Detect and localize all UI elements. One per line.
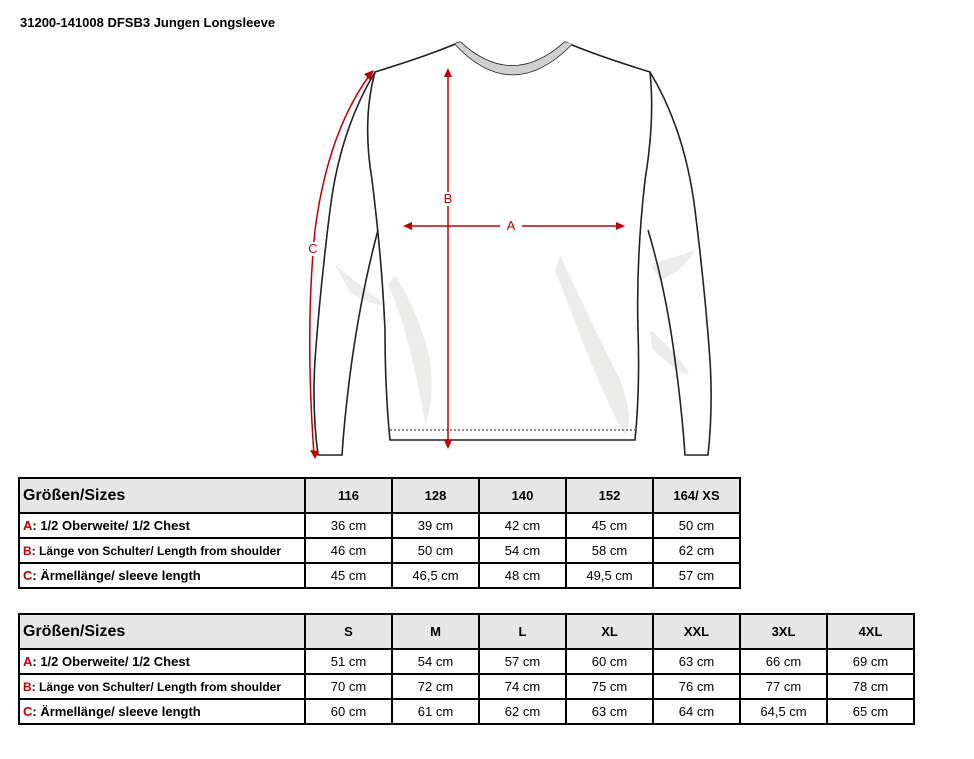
sleeve-label-text: : Ärmellänge/ sleeve length	[32, 568, 201, 583]
table-cell: 64 cm	[653, 699, 740, 724]
table-cell: 58 cm	[566, 538, 653, 563]
shirt-outline	[314, 42, 711, 455]
size-header: XL	[566, 614, 653, 649]
letter-c: C	[23, 704, 33, 719]
size-header: XXL	[653, 614, 740, 649]
table-cell: 50 cm	[653, 513, 740, 538]
table-cell: 46 cm	[305, 538, 392, 563]
table-cell: 57 cm	[479, 649, 566, 674]
letter-a: A	[23, 654, 33, 669]
measurement-arrows	[310, 72, 620, 455]
length-row-label	[19, 674, 305, 699]
table-cell: 39 cm	[392, 513, 479, 538]
kids-size-table	[18, 477, 741, 589]
length-label-text: : Länge von Schulter/ Length from shoulder	[31, 543, 282, 558]
letter-c: C	[23, 568, 33, 583]
measure-label-a: A	[506, 218, 516, 233]
table-row-chest	[19, 513, 740, 538]
table-cell: 60 cm	[566, 649, 653, 674]
size-header: 128	[392, 478, 479, 513]
table-cell: 78 cm	[827, 674, 914, 699]
chest-row-label	[19, 649, 305, 674]
length-label-text: : Länge von Schulter/ Length from shoulder	[31, 679, 282, 694]
table-cell: 46,5 cm	[392, 563, 479, 588]
chest-label-text: : 1/2 Oberweite/ 1/2 Chest	[32, 518, 190, 533]
table-cell: 54 cm	[392, 649, 479, 674]
table-cell: 77 cm	[740, 674, 827, 699]
table-cell: 75 cm	[566, 674, 653, 699]
longsleeve-diagram	[290, 30, 730, 470]
sleeve-row-label	[19, 563, 305, 588]
table-cell: 57 cm	[653, 563, 740, 588]
table-cell: 45 cm	[305, 563, 392, 588]
table-cell: 49,5 cm	[566, 563, 653, 588]
size-header: L	[479, 614, 566, 649]
table-cell: 51 cm	[305, 649, 392, 674]
collar-ribbing	[455, 42, 572, 75]
table-row-length	[19, 538, 740, 563]
size-header: M	[392, 614, 479, 649]
table-cell: 76 cm	[653, 674, 740, 699]
sizes-header: Größen/Sizes	[19, 614, 305, 649]
table-cell: 72 cm	[392, 674, 479, 699]
adult-size-table	[18, 613, 915, 725]
table-row-length	[19, 674, 914, 699]
size-header: 164/ XS	[653, 478, 740, 513]
table-cell: 63 cm	[653, 649, 740, 674]
table-cell: 66 cm	[740, 649, 827, 674]
table-cell: 70 cm	[305, 674, 392, 699]
table-cell: 42 cm	[479, 513, 566, 538]
measure-label-b: B	[443, 191, 453, 206]
table-cell: 63 cm	[566, 699, 653, 724]
chest-label-text: : 1/2 Oberweite/ 1/2 Chest	[32, 654, 190, 669]
table-cell: 54 cm	[479, 538, 566, 563]
table-cell: 61 cm	[392, 699, 479, 724]
table-header-row	[19, 478, 740, 513]
table-cell: 50 cm	[392, 538, 479, 563]
measure-label-c: C	[308, 241, 318, 256]
size-header: 140	[479, 478, 566, 513]
size-header: 4XL	[827, 614, 914, 649]
table-cell: 74 cm	[479, 674, 566, 699]
table-cell: 62 cm	[479, 699, 566, 724]
table-cell: 62 cm	[653, 538, 740, 563]
table-cell: 48 cm	[479, 563, 566, 588]
table-cell: 36 cm	[305, 513, 392, 538]
table-cell: 65 cm	[827, 699, 914, 724]
size-header: 152	[566, 478, 653, 513]
letter-b: B	[23, 679, 32, 694]
table-cell: 60 cm	[305, 699, 392, 724]
table-row-chest	[19, 649, 914, 674]
size-header: 116	[305, 478, 392, 513]
sleeve-row-label	[19, 699, 305, 724]
length-row-label	[19, 538, 305, 563]
table-cell: 45 cm	[566, 513, 653, 538]
fold-shading	[335, 250, 695, 435]
table-header-row	[19, 614, 914, 649]
table-cell: 64,5 cm	[740, 699, 827, 724]
product-title: 31200-141008 DFSB3 Jungen Longsleeve	[20, 15, 276, 30]
arrow-heads	[310, 68, 625, 459]
chest-row-label	[19, 513, 305, 538]
size-header: S	[305, 614, 392, 649]
sleeve-label-text: : Ärmellänge/ sleeve length	[32, 704, 201, 719]
table-cell: 69 cm	[827, 649, 914, 674]
letter-a: A	[23, 518, 33, 533]
table-row-sleeve	[19, 563, 740, 588]
letter-b: B	[23, 543, 32, 558]
table-row-sleeve	[19, 699, 914, 724]
size-header: 3XL	[740, 614, 827, 649]
sizes-header: Größen/Sizes	[19, 478, 305, 513]
